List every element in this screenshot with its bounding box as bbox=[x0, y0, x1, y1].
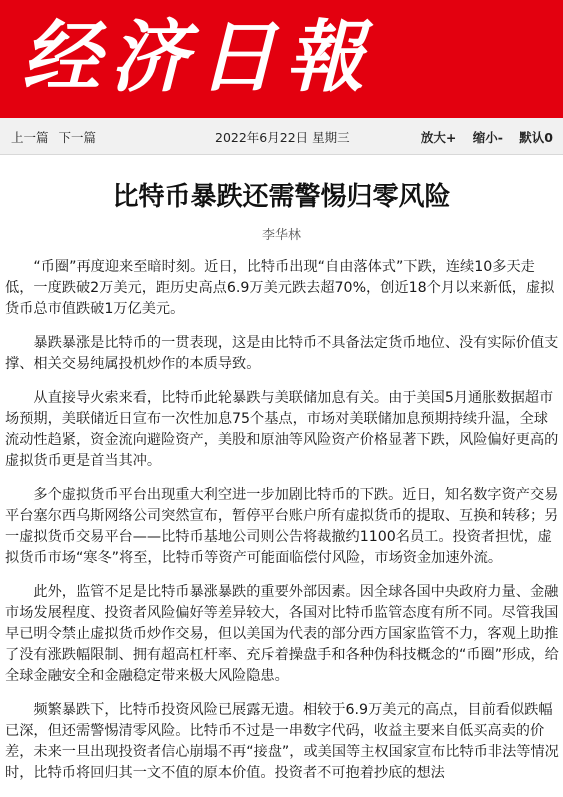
article-nav bbox=[11, 128, 102, 146]
article-paragraph: 多个虚拟货币平台出现重大利空进一步加剧比特币的下跌。近日，知名数字资产交易平台塞尔西乌斯网络公司突然宣布，暂停平台账户所有虚拟货币的提取、互换和转移；另一虚拟货币交易平台——比特币基地公司则公告将裁撤约1100名员工。投资者担忧，虚拟货币市场“寒冬”将至，比特币等资产可能面临偿付风险，市场资金加速外流。 bbox=[5, 487, 559, 566]
article-paragraph: “币圈”再度迎来至暗时刻。近日，比特币出现“自由落体式”下跌，连续10多天走低，一度跌破2万美元，距历史高点6.9万美元跌去超70%，创近18个月以来新低，虚拟货币总市值跌破1万亿美元。 bbox=[5, 259, 555, 317]
zoom-in-button[interactable]: 放大+ bbox=[420, 130, 457, 145]
toolbar bbox=[0, 118, 563, 155]
article-paragraph: 从直接导火索来看，比特币此轮暴跌与美联储加息有关。由于美国5月通胀数据超市场预期，美联储近日宣布一次性加息75个基点，市场对美联储加息预期持续升温，全球流动性趋紧，资金流向避险资产，美股和原油等风险资产价格显著下跌，风险偏好更高的虚拟货币更是首当其冲。 bbox=[5, 390, 559, 469]
default-size-button[interactable]: 默认0 bbox=[519, 130, 553, 145]
prev-article-link[interactable]: 上一篇 bbox=[11, 130, 49, 145]
masthead-logo: 经济日報 bbox=[22, 12, 375, 103]
article-paragraph: 频繁暴跌下，比特币投资风险已展露无遗。相较于6.9万美元的高点，目前看似跌幅已深，但还需警惕清零风险。比特币不过是一串数字代码，收益主要来自低买高卖的价差，未来一旦出现投资者信心崩塌不再“接盘”，或美国等主权国家宣布比特币非法等情况时，比特币将回归其一文不值的原本价值。投资者不可抱着抄底的想法 bbox=[5, 702, 559, 781]
article-body bbox=[5, 257, 559, 797]
zoom-out-button[interactable]: 缩小- bbox=[472, 130, 503, 145]
font-size-controls bbox=[409, 128, 553, 146]
masthead bbox=[0, 0, 563, 118]
article-author: 李华林 bbox=[261, 228, 301, 243]
article-title: 比特币暴跌还需警惕归零风险 bbox=[112, 182, 451, 212]
next-article-link[interactable]: 下一篇 bbox=[58, 130, 97, 145]
article-paragraph: 暴跌暴涨是比特币的一贯表现，这是由比特币不具备法定货币地位、没有实际价值支撑、相关交易纯属投机炒作的本质导致。 bbox=[5, 335, 559, 372]
issue-date: 2022年6月22日 星期三 bbox=[215, 130, 350, 145]
article-paragraph: 此外，监管不足是比特币暴涨暴跌的重要外部因素。因全球各国中央政府力量、金融市场发展程度、投资者风险偏好等差异较大，各国对比特币监管态度有所不同。尽管我国早已明令禁止虚拟货币炒作交易，但以美国为代表的部分西方国家监管不力，客观上助推了没有涨跌幅限制、拥有超高杠杆率、充斥着操盘手和各种伪科技概念的“币圈”形成，给全球金融安全和金融稳定带来极大风险隐患。 bbox=[5, 584, 559, 684]
